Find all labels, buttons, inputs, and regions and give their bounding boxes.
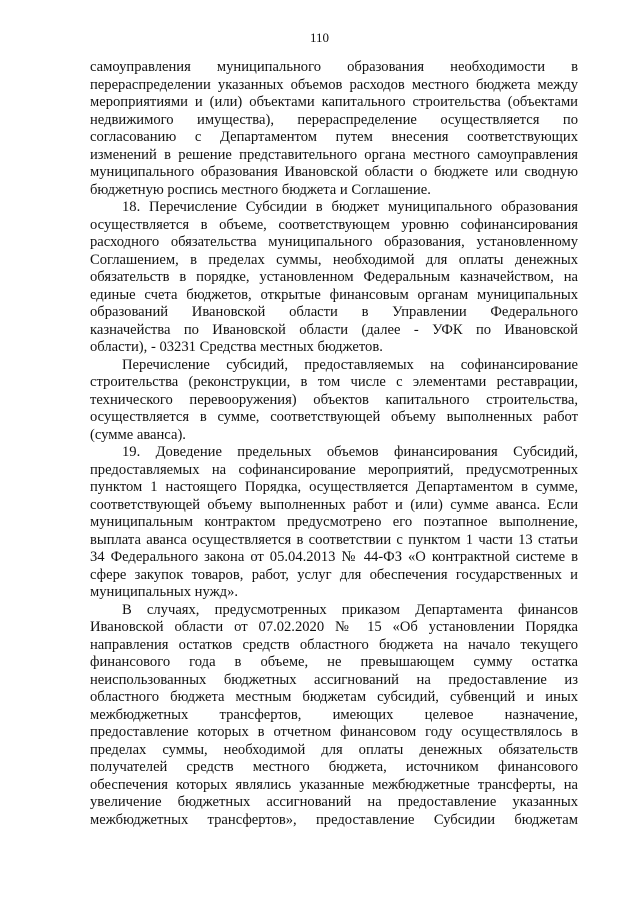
text-line: областного бюджета местным бюджетам субсидий, субвенций и иных: [90, 689, 578, 705]
paragraph-19-cont: [90, 602, 578, 830]
text-line: обязательств в порядке, установленном Федеральным казначейством, на: [90, 269, 578, 285]
text-line: направления остатков средств областного бюджета на начало текущего: [90, 636, 578, 653]
text-line: предоставляемых на софинансирование мероприятий, предусмотренных: [90, 461, 578, 478]
text-line: В случаях, предусмотренных приказом Департамента финансов: [122, 601, 578, 618]
text-line: Перечисление субсидий, предоставляемых на софинансирование: [122, 356, 578, 373]
text-line: образований Ивановской области в Управлении Федерального: [90, 304, 578, 320]
text-line: выплата аванса осуществляется в соответствии с пунктом 1 части 13 статьи: [90, 531, 578, 548]
paragraph-18-cont: [90, 357, 578, 445]
text-line: финансового года в объеме, не превышающем сумму остатка: [90, 654, 578, 670]
text-line: 18. Перечисление Субсидии в бюджет муниципального образования: [122, 199, 578, 215]
text-line: согласованию с Департаментом путем внесения соответствующих: [90, 129, 578, 145]
text-line: получателей средств местного бюджета, источником финансового: [90, 759, 578, 775]
text-line: бюджетную роспись местного бюджета и Соглашение.: [90, 181, 431, 198]
text-line: единые счета бюджетов, открытые финансовым органам муниципальных: [90, 286, 578, 303]
text-line: пунктом 1 настоящего Порядка, осуществляется Департаментом в сумме,: [90, 479, 578, 495]
text-line: 34 Федерального закона от 05.04.2013 № 44-ФЗ «О контрактной системе в: [90, 549, 578, 565]
text-line: межбюджетных трансфертов», предоставление Субсидии бюджетам: [90, 811, 578, 828]
text-line: осуществляется в объеме, соответствующем уровню софинансирования: [90, 216, 578, 233]
text-line: пределах суммы, необходимой для оплаты денежных обязательств: [90, 741, 578, 758]
page-number: 110: [309, 30, 330, 45]
text-line: обеспечения которых являлись указанные межбюджетные трансферты, на: [90, 776, 578, 793]
text-line: перераспределении указанных объемов расходов местного бюджета между: [90, 76, 578, 93]
text-line: осуществляется в сумме, соответствующей объему выполненных работ: [90, 409, 578, 425]
text-line: Ивановской области от 07.02.2020 № 15 «Об установлении Порядка: [90, 619, 578, 635]
text-line: увеличение бюджетных ассигнований на предоставление указанных: [90, 794, 578, 810]
text-line: области), - 03231 Средства местных бюджетов.: [90, 339, 383, 355]
text-line: расходного обязательства муниципального образования, установленному: [90, 234, 578, 250]
paragraph-18: [90, 199, 578, 357]
text-line: казначейства по Ивановской области (далее - УФК по Ивановской: [90, 321, 578, 338]
text-line: Соглашением, в пределах суммы, необходимой для оплаты денежных: [90, 251, 578, 268]
text-line: мероприятиями и (или) объектами капитального строительства (объектами: [90, 94, 578, 110]
document-body: [90, 59, 578, 829]
text-line: сфере закупок товаров, работ, услуг для обеспечения государственных и: [90, 566, 578, 583]
text-line: технического перевооружения) объектов капитального строительства,: [90, 391, 578, 408]
text-line: (сумме аванса).: [90, 426, 186, 443]
text-line: изменений в решение представительного органа местного самоуправления: [90, 146, 578, 163]
text-line: межбюджетных трансфертов, имеющих целевое назначение,: [90, 706, 578, 723]
text-line: предоставление которых в отчетном финансовом году осуществлялось в: [90, 724, 578, 740]
paragraph-19: [90, 444, 578, 602]
text-line: 19. Доведение предельных объемов финансирования Субсидий,: [122, 444, 578, 460]
text-line: самоуправления муниципального образования необходимости в: [90, 59, 578, 75]
text-line: муниципальным контрактом предусмотрено его поэтапное выполнение,: [90, 514, 578, 530]
text-line: недвижимого имущества), перераспределение осуществляется по: [90, 111, 578, 128]
text-line: муниципальных нужд».: [90, 584, 239, 600]
text-line: строительства (реконструкции, в том числе с элементами реставрации,: [90, 374, 578, 390]
text-line: неиспользованных бюджетных ассигнований на предоставление из: [90, 671, 578, 688]
paragraph-continuation: [90, 59, 578, 199]
text-line: муниципального образования Ивановской области о бюджете или сводную: [90, 164, 578, 180]
text-line: соответствующей объему выполненных работ и (или) сумме аванса. Если: [90, 496, 578, 513]
